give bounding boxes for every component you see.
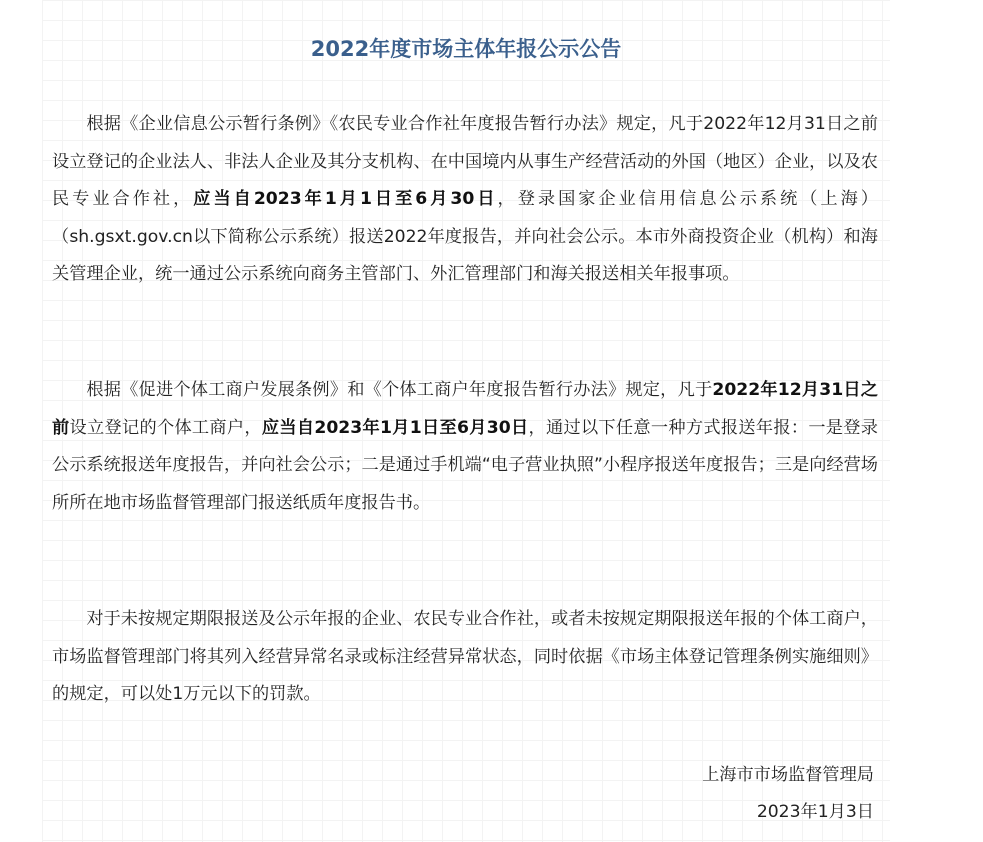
p2-registration-date-bold: 2022年12月31日之前	[52, 380, 878, 438]
p1-text-1: 根据《企业信息公示暂行条例》《农民专业合作社年度报告暂行办法》规定，凡于2022年12月31日之前设立登记的企业法人、非法人企业及其分支机构、在中国境内从事生产经营活动的外国（地区）企业，以及农民专业合作社，	[52, 114, 878, 209]
p2-text-2: 设立登记的个体工商户，	[69, 417, 262, 438]
p2-deadline-bold: 应当自2023年1月1日至6月30日	[261, 417, 529, 438]
p1-text-2: ，登录国家企业信用信息公示系统（上海）（sh.gsxt.gov.cn以下简称公示系统）报送2022年度报告，并向社会公示。本市外商投资企业（机构）和海关管理企业，统一通过公示系统向商务主管部门、外汇管理部门和海关报送相关年报事项。	[52, 189, 878, 284]
paragraph-enterprise-reporting	[52, 106, 878, 294]
paragraph-penalty: 对于未按规定期限报送及公示年报的企业、农民专业合作社，或者未按规定期限报送年报的个体工商户，市场监督管理部门将其列入经营异常名录或标注经营异常状态，同时依据《市场主体登记管理条例实施细则》的规定，可以处1万元以下的罚款。	[52, 609, 878, 704]
p2-text-3: ，通过以下任意一种方式报送年报：一是登录公示系统报送年度报告，并向社会公示；二是通过手机端“电子营业执照”小程序报送年度报告；三是向经营场所所在地市场监督管理部门报送纸质年度报告书。	[52, 417, 878, 513]
notice-document	[42, 0, 890, 842]
p2-text-1: 根据《促进个体工商户发展条例》和《个体工商户年度报告暂行办法》规定，凡于	[86, 380, 713, 400]
p1-deadline-bold: 应当自2023年1月1日至6月30日	[193, 189, 498, 209]
signature-organization: 上海市市场监督管理局	[702, 765, 874, 785]
signature-date: 2023年1月3日	[756, 802, 874, 822]
paragraph-individual-business-reporting	[52, 372, 878, 522]
notice-title: 2022年度市场主体年报公示公告	[310, 37, 622, 61]
